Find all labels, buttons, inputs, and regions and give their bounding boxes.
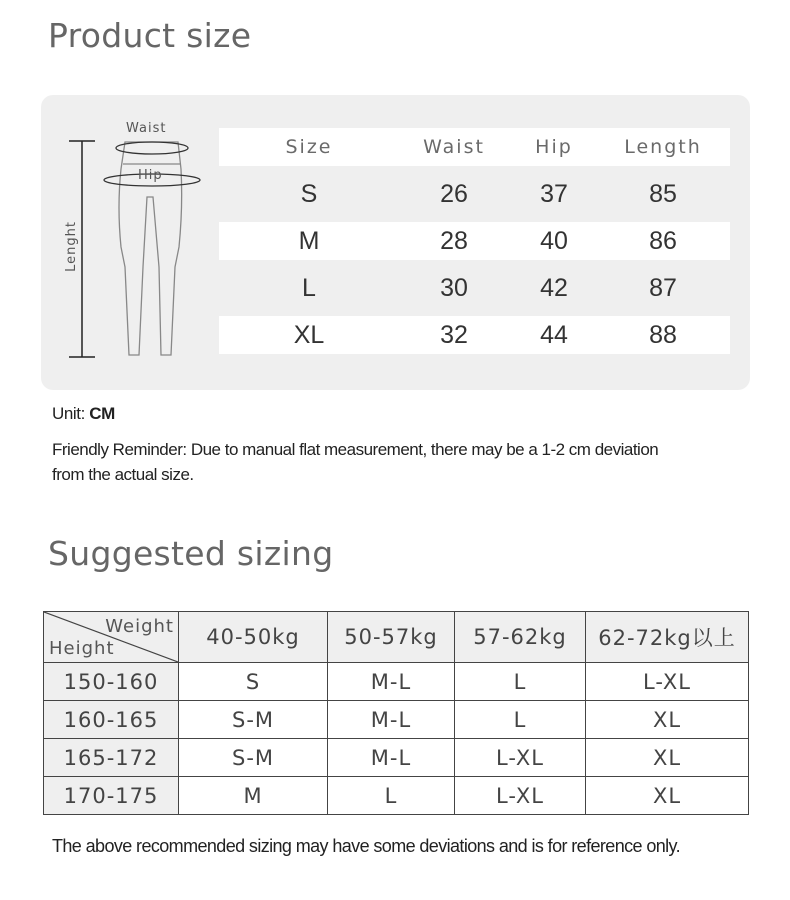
unit-note (52, 404, 115, 424)
size-cell: L-XL (455, 777, 586, 815)
size-cell: S (179, 663, 328, 701)
cell-length: 85 (649, 179, 677, 208)
product-size-card (41, 95, 750, 390)
cell-length: 86 (649, 226, 677, 255)
cell-hip: 40 (540, 226, 568, 255)
corner-cell (44, 612, 179, 663)
table-row (219, 316, 730, 354)
size-cell: L (328, 777, 455, 815)
corner-height-label: Height (49, 638, 115, 659)
header-size: Size (285, 136, 333, 158)
corner-weight-label: Weight (105, 616, 174, 637)
size-table-header (219, 128, 730, 166)
product-size-title: Product size (48, 16, 252, 55)
suggested-sizing-table (43, 611, 749, 815)
table-row (44, 701, 749, 739)
table-row (219, 222, 730, 260)
weight-col-header: 40-50kg (179, 612, 328, 663)
header-hip: Hip (535, 136, 573, 158)
table-row (44, 739, 749, 777)
weight-col-header: 62-72kg以上 (586, 612, 749, 663)
size-cell: L (455, 663, 586, 701)
weight-col-header: 57-62kg (455, 612, 586, 663)
unit-value: CM (89, 404, 115, 423)
size-cell: L-XL (586, 663, 749, 701)
hip-label: Hip (138, 168, 163, 183)
cell-waist: 30 (440, 273, 468, 302)
table-row (44, 663, 749, 701)
cell-hip: 44 (540, 320, 568, 349)
sizing-footnote: The above recommended sizing may have some deviations and is for reference only. (52, 836, 681, 856)
size-cell: L (455, 701, 586, 739)
header-length: Length (624, 136, 702, 158)
cell-size: M (298, 226, 320, 255)
cell-hip: 37 (540, 179, 568, 208)
unit-label: Unit: (52, 404, 90, 423)
table-row (219, 166, 730, 222)
cell-length: 88 (649, 320, 677, 349)
cell-size: L (302, 273, 316, 302)
cell-waist: 26 (440, 179, 468, 208)
cell-length: 87 (649, 273, 677, 302)
cell-waist: 32 (440, 320, 468, 349)
length-label: Lenght (63, 221, 79, 272)
size-cell: S-M (179, 739, 328, 777)
size-cell: XL (586, 739, 749, 777)
height-row-header: 150-160 (44, 663, 179, 701)
suggested-sizing-title: Suggested sizing (48, 534, 334, 573)
size-cell: XL (586, 701, 749, 739)
cell-waist: 28 (440, 226, 468, 255)
table-row (44, 777, 749, 815)
height-row-header: 170-175 (44, 777, 179, 815)
height-row-header: 165-172 (44, 739, 179, 777)
measurement-reminder: Friendly Reminder: Due to manual flat measurement, there may be a 1-2 cm deviation from the actual size. (52, 440, 659, 484)
size-cell: XL (586, 777, 749, 815)
cell-size: S (300, 179, 318, 208)
cell-hip: 42 (540, 273, 568, 302)
header-waist: Waist (423, 136, 485, 158)
weight-col-header: 50-57kg (328, 612, 455, 663)
size-cell: M (179, 777, 328, 815)
cell-size: XL (293, 320, 325, 349)
size-cell: M-L (328, 701, 455, 739)
size-cell: M-L (328, 663, 455, 701)
size-cell: L-XL (455, 739, 586, 777)
weight-header-row (44, 612, 749, 663)
leggings-diagram (53, 117, 213, 367)
waist-label: Waist (126, 121, 167, 136)
size-chart-table (219, 128, 730, 354)
size-cell: M-L (328, 739, 455, 777)
size-cell: S-M (179, 701, 328, 739)
table-row (219, 260, 730, 316)
height-row-header: 160-165 (44, 701, 179, 739)
